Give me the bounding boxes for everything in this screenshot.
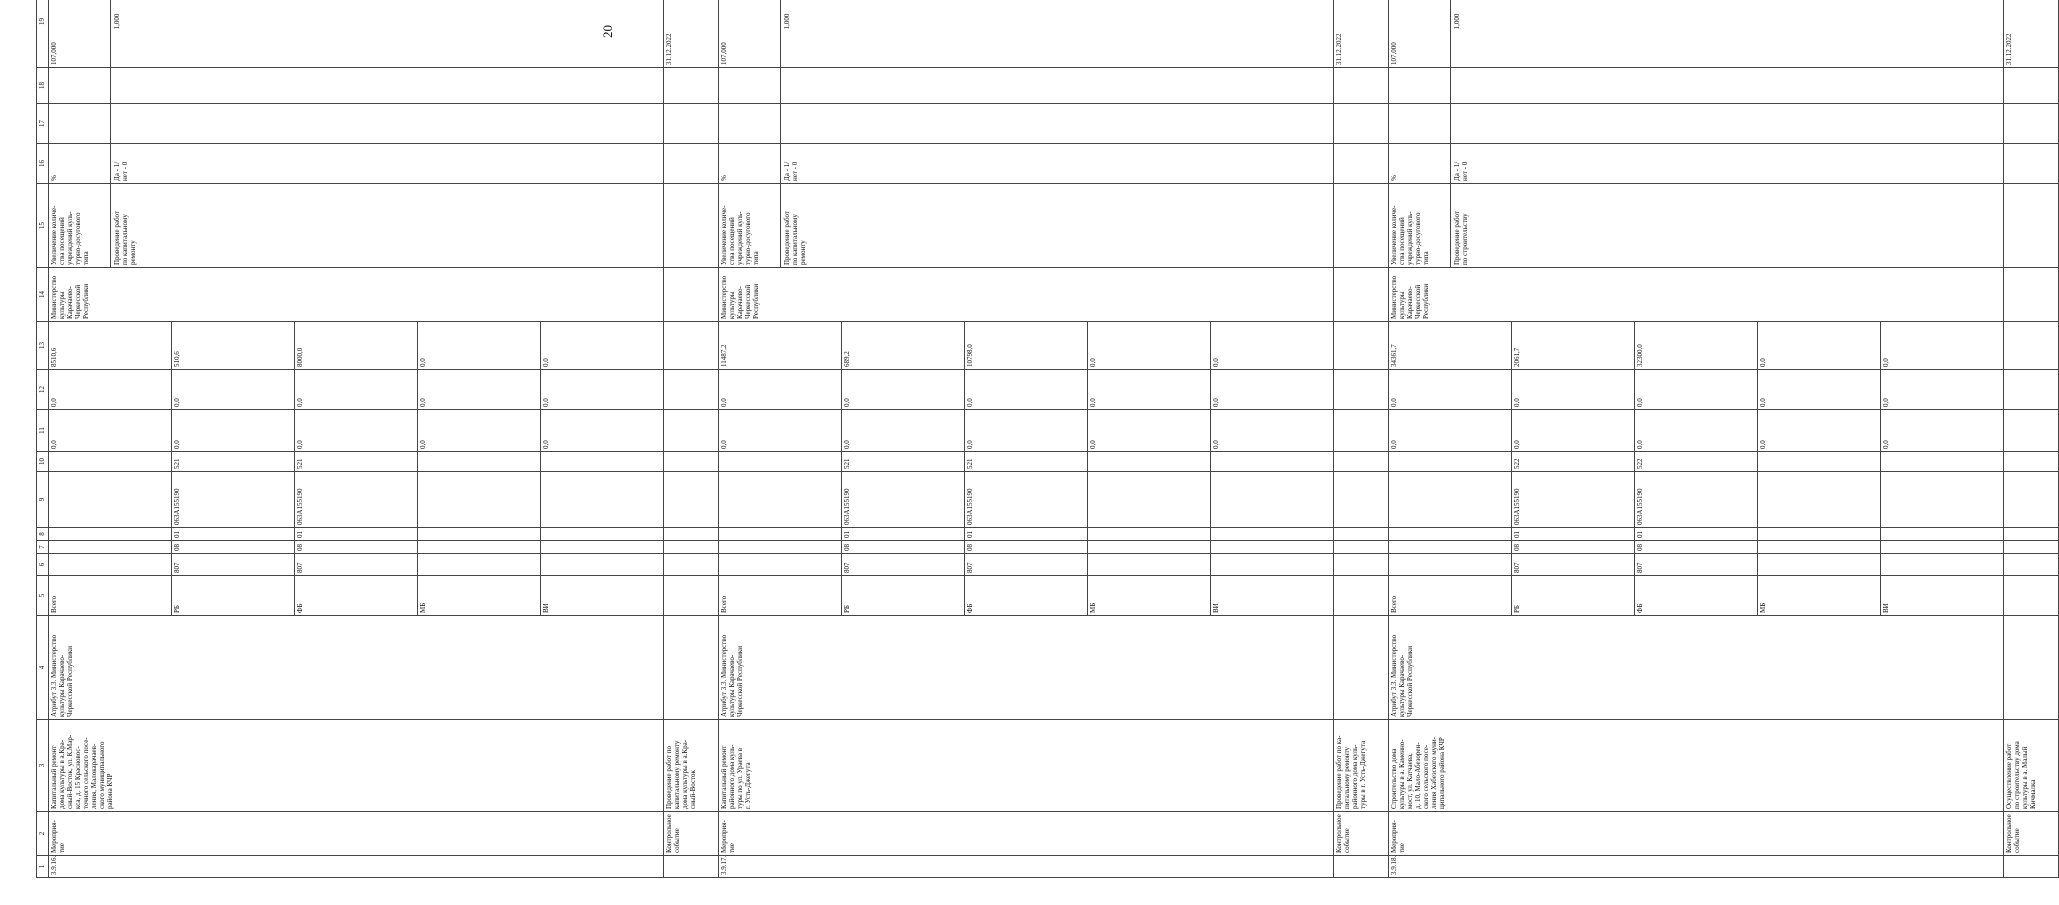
col-8: [719, 528, 1334, 541]
subgrid-cell: 0,0: [1512, 370, 1635, 409]
subgrid-cell: 8000,0: [295, 322, 418, 369]
subgrid-cell: 0,0: [965, 370, 1088, 409]
subgrid-cell: 807: [965, 554, 1088, 575]
subgrid-cell: 063A155190: [172, 472, 295, 527]
col-10: [49, 452, 664, 472]
funding-source: РБ: [172, 576, 295, 615]
header-cell: 4: [37, 616, 49, 720]
control-date: 31.12.2022: [664, 0, 719, 68]
total-cell: 11487,2: [719, 322, 842, 369]
col-19: [719, 0, 1334, 68]
indicator-2-value: Да - 1/ нет - 0: [113, 161, 129, 181]
subgrid-cell: 01: [1512, 528, 1635, 540]
col-11: [1389, 410, 2004, 452]
col-10: [719, 452, 1334, 472]
funding-source: ВИ: [542, 603, 550, 613]
measure-name: Капитальный ремонт дома культуры в а.Кра- сный-Восток, ул. К.Мар- кса, д. 15 Красновос- точного сельского посе- ления, Малокарачаев- ского муниципального района КЧР: [49, 720, 664, 812]
col-18: [1389, 68, 2004, 104]
subgrid-cell: [541, 452, 664, 471]
subgrid-cell: 0,0: [1635, 410, 1758, 451]
indicator-1: Увеличение количе- ства посещений учреждений куль- турно-досугового типа: [720, 184, 781, 267]
subgrid-cell: [1211, 541, 1334, 553]
subgrid-cell: 0,0: [1882, 398, 1890, 407]
col-10: [1389, 452, 2004, 472]
indicator-2: Проведение работ по строительству: [1453, 211, 1469, 265]
indicator-1: Увеличение количе- ства посещений учреждений куль- турно-досугового типа: [1390, 184, 1451, 267]
funding-sources: [1389, 576, 2004, 616]
col-17: [719, 104, 1334, 144]
subgrid-cell: 2061,7: [1512, 322, 1635, 369]
subgrid-cell: 01: [1635, 528, 1758, 540]
col-9: [1389, 472, 2004, 528]
subgrid-cell: 0,0: [1758, 410, 1881, 451]
indicators: [49, 184, 664, 268]
control-event-row: [664, 0, 719, 878]
subgrid-cell: [1758, 528, 1881, 540]
subgrid-cell: 08: [1512, 541, 1635, 553]
measure-type: Мероприя- тие: [1389, 812, 2004, 856]
col-11: [719, 410, 1334, 452]
col-6: [49, 554, 664, 576]
subgrid-cell: 0,0: [965, 410, 1088, 451]
subgrid-cell: 08: [1635, 541, 1758, 553]
subgrid-cell: [418, 528, 541, 540]
funding-sources: [49, 576, 664, 616]
subgrid-cell: 510,6: [172, 322, 295, 369]
subgrid-cell: [1881, 472, 2004, 527]
total-cell: 0,0: [719, 370, 842, 409]
total-cell: 0,0: [1389, 410, 1512, 451]
header-cell: 5: [37, 576, 49, 616]
measure-executor: Атрибут 3.3. Министерство культуры Карачаево- Черкесской Республики: [719, 616, 1334, 720]
subgrid-cell: 08: [965, 541, 1088, 553]
subgrid-cell: [1211, 528, 1334, 540]
header-cell: 18: [37, 68, 49, 104]
col-11: [49, 410, 664, 452]
col-8: [49, 528, 664, 541]
subgrid-cell: 0,0: [1212, 358, 1220, 367]
measure-name: Строительство дома культуры в а. Каменно- мост, ул. Катчаева, д. 10, Мало-Абезорен- ского сельского посе- ления Хабезского муни- ципального района КЧР: [1389, 720, 2004, 812]
measure-executor: Атрибут 3.3. Министерство культуры Карачаево- Черкесской Республики: [1389, 616, 2004, 720]
control-type: Контрольное событие: [664, 812, 719, 856]
header-cell: 3: [37, 720, 49, 812]
subgrid-cell: [1758, 554, 1881, 575]
header-cell: 10: [37, 452, 49, 472]
subgrid-cell: [1881, 541, 2004, 553]
header-cell: 7: [37, 541, 49, 554]
subgrid-cell: 01: [842, 528, 965, 540]
control-text: Осуществление работ по строительству дома культуры в а. Малый Кичмалка: [2004, 720, 2059, 812]
measure-row: [49, 0, 664, 878]
col-9: [719, 472, 1334, 528]
funding-total-label: Всего: [1389, 576, 1512, 615]
total-cell: 0,0: [1389, 370, 1512, 409]
ministry: Министерство культуры Карачаево- Черкесской Республики: [49, 268, 664, 322]
subgrid-cell: 521: [295, 452, 418, 471]
col-8: [1389, 528, 2004, 541]
subgrid-cell: 0,0: [295, 410, 418, 451]
total-cell: 0,0: [49, 370, 172, 409]
control-type: Контрольное событие: [2004, 812, 2059, 856]
subgrid-cell: 0,0: [1212, 398, 1220, 407]
funding-source: МБ: [1758, 576, 1881, 615]
col-6: [719, 554, 1334, 576]
subgrid-cell: 807: [295, 554, 418, 575]
subgrid-cell: 08: [172, 541, 295, 553]
col-19: [49, 0, 664, 68]
measure-type: Мероприя- тие: [719, 812, 1334, 856]
subgrid-cell: 0,0: [1758, 322, 1881, 369]
subgrid-cell: [541, 541, 664, 553]
subgrid-cell: 063A155190: [965, 472, 1088, 527]
subgrid-cell: 01: [172, 528, 295, 540]
control-event-row: [2004, 0, 2059, 878]
indicator-1-unit: %: [1390, 144, 1451, 183]
subgrid-cell: 522: [1635, 452, 1758, 471]
subgrid-cell: 0,0: [1512, 410, 1635, 451]
subgrid-cell: 689,2: [842, 322, 965, 369]
funding-source: ВИ: [1212, 603, 1220, 613]
header-cell: 11: [37, 410, 49, 452]
subgrid-cell: [1088, 472, 1211, 527]
subgrid-cell: 807: [172, 554, 295, 575]
subgrid-cell: [418, 541, 541, 553]
funding-source: ФБ: [1635, 576, 1758, 615]
subgrid-cell: 063A155190: [1512, 472, 1635, 527]
rotated-table-wrapper: [36, 13, 2037, 878]
subgrid-cell: [541, 472, 664, 527]
subgrid-cell: 0,0: [842, 370, 965, 409]
subgrid-cell: [418, 472, 541, 527]
indicator-2: Проведение работ по капитальному ремонту: [113, 211, 137, 265]
funding-source: РБ: [1512, 576, 1635, 615]
col-12: [719, 370, 1334, 410]
indicator-units: [49, 144, 664, 184]
subgrid-cell: 0,0: [1088, 410, 1211, 451]
subgrid-cell: 063A155190: [295, 472, 418, 527]
indicator-2-value: Да - 1/ нет - 0: [1453, 161, 1469, 181]
col-7: [49, 541, 664, 554]
subgrid-cell: 807: [1512, 554, 1635, 575]
header-cell: 14: [37, 268, 49, 322]
col-13: [719, 322, 1334, 370]
subgrid-cell: 08: [295, 541, 418, 553]
subgrid-cell: [1758, 472, 1881, 527]
subgrid-cell: 807: [842, 554, 965, 575]
col-6: [1389, 554, 2004, 576]
subgrid-cell: [1881, 452, 2004, 471]
subgrid-cell: 0,0: [542, 358, 550, 367]
measure-executor: Атрибут 3.3. Министерство культуры Карачаево- Черкесской Республики: [49, 616, 664, 720]
subgrid-cell: 0,0: [1882, 440, 1890, 449]
subgrid-cell: 0,0: [1088, 322, 1211, 369]
subgrid-cell: [1881, 528, 2004, 540]
subgrid-cell: 0,0: [542, 440, 550, 449]
header-cell: 17: [37, 104, 49, 144]
measure-number: 3.9.16.: [49, 856, 664, 878]
header-cell: 13: [37, 322, 49, 370]
target-value-2: 1,000: [783, 13, 791, 30]
subgrid-cell: [1758, 541, 1881, 553]
col-19: [1389, 0, 2004, 68]
subgrid-cell: 0,0: [542, 398, 550, 407]
subgrid-cell: 0,0: [172, 410, 295, 451]
header-cell: 9: [37, 472, 49, 528]
indicator-1: Увеличение количе- ства посещений учреждений куль- турно-досугового типа: [50, 184, 111, 267]
subgrid-cell: 0,0: [1212, 440, 1220, 449]
subgrid-cell: 0,0: [1882, 358, 1890, 367]
target-value-1: 107,000: [1390, 0, 1451, 67]
subgrid-cell: 807: [1635, 554, 1758, 575]
subgrid-cell: 01: [295, 528, 418, 540]
funding-source: РБ: [842, 576, 965, 615]
funding-source: ФБ: [295, 576, 418, 615]
subgrid-cell: [1881, 554, 2004, 575]
subgrid-cell: [1088, 452, 1211, 471]
col-12: [1389, 370, 2004, 410]
indicator-units: [719, 144, 1334, 184]
subgrid-cell: [541, 554, 664, 575]
indicator-2: Проведение работ по капитальному ремонту: [783, 211, 807, 265]
funding-sources: [719, 576, 1334, 616]
indicators: [1389, 184, 2004, 268]
target-value-1: 107,000: [50, 0, 111, 67]
subgrid-cell: 0,0: [418, 370, 541, 409]
subgrid-cell: 08: [842, 541, 965, 553]
header-cell: 15: [37, 184, 49, 268]
indicator-units: [1389, 144, 2004, 184]
subgrid-cell: 0,0: [172, 370, 295, 409]
total-cell: 34361,7: [1389, 322, 1512, 369]
subgrid-cell: [418, 452, 541, 471]
header-cell: 1: [37, 856, 49, 878]
subgrid-cell: [1088, 541, 1211, 553]
funding-total-label: Всего: [49, 576, 172, 615]
subgrid-cell: 0,0: [842, 410, 965, 451]
header-cell: 16: [37, 144, 49, 184]
control-date: 31.12.2022: [1334, 0, 1389, 68]
subgrid-cell: 522: [1512, 452, 1635, 471]
measure-number: 3.9.18.: [1389, 856, 2004, 878]
control-type: Контрольное событие: [1334, 812, 1389, 856]
header-cell: 2: [37, 812, 49, 856]
col-7: [719, 541, 1334, 554]
col-17: [1389, 104, 2004, 144]
col-9: [49, 472, 664, 528]
target-value-2: 1,000: [1453, 13, 1461, 30]
ministry: Министерство культуры Карачаево- Черкесской Республики: [719, 268, 1334, 322]
funding-source: ФБ: [965, 576, 1088, 615]
control-date: 31.12.2022: [2004, 0, 2059, 68]
subgrid-cell: [1088, 528, 1211, 540]
subgrid-cell: 0,0: [1758, 370, 1881, 409]
indicators: [719, 184, 1334, 268]
funding-source: МБ: [1088, 576, 1211, 615]
total-cell: 0,0: [719, 410, 842, 451]
program-table: [36, 0, 2059, 878]
subgrid-cell: 521: [965, 452, 1088, 471]
col-18: [719, 68, 1334, 104]
measure-row: [1389, 0, 2004, 878]
indicator-1-unit: %: [50, 144, 111, 183]
subgrid-cell: 0,0: [295, 370, 418, 409]
indicator-1-unit: %: [720, 144, 781, 183]
control-text: Проведение работ по капитальному ремонту дома культуры в а.Кра- сный-Восток: [664, 720, 719, 812]
funding-source: ВИ: [1882, 603, 1890, 613]
subgrid-cell: 0,0: [1635, 370, 1758, 409]
funding-source: МБ: [418, 576, 541, 615]
page-number: 20: [600, 25, 615, 38]
control-event-row: [1334, 0, 1389, 878]
subgrid-cell: [541, 528, 664, 540]
col-7: [1389, 541, 2004, 554]
control-text: Проведение работ по ка- питальному ремонту районного дома куль- туры в г. Усть-Джегута: [1334, 720, 1389, 812]
target-value-1: 107,000: [720, 0, 781, 67]
total-cell: 0,0: [49, 410, 172, 451]
subgrid-cell: [1211, 472, 1334, 527]
subgrid-cell: 521: [842, 452, 965, 471]
ministry: Министерство культуры Карачаево- Черкесской Республики: [1389, 268, 2004, 322]
col-17: [49, 104, 664, 144]
measure-number: 3.9.17.: [719, 856, 1334, 878]
subgrid-cell: [1211, 554, 1334, 575]
measure-name: Капитальный ремонт районного дома куль- туры по ул. Ураева в г. Усть-Джегута: [719, 720, 1334, 812]
measure-row: [719, 0, 1334, 878]
header-cell: 12: [37, 370, 49, 410]
header-row: [37, 0, 49, 878]
subgrid-cell: 0,0: [1088, 370, 1211, 409]
subgrid-cell: 521: [172, 452, 295, 471]
subgrid-cell: [1088, 554, 1211, 575]
col-18: [49, 68, 664, 104]
subgrid-cell: 32300,0: [1635, 322, 1758, 369]
subgrid-cell: 0,0: [418, 410, 541, 451]
subgrid-cell: 01: [965, 528, 1088, 540]
col-12: [49, 370, 664, 410]
funding-total-label: Всего: [719, 576, 842, 615]
col-13: [1389, 322, 2004, 370]
target-value-2: 1,000: [113, 13, 121, 30]
subgrid-cell: [418, 554, 541, 575]
col-13: [49, 322, 664, 370]
header-cell: 8: [37, 528, 49, 541]
total-cell: 8510,6: [49, 322, 172, 369]
header-cell: 19: [37, 0, 49, 68]
subgrid-cell: [1211, 452, 1334, 471]
indicator-2-value: Да - 1/ нет - 0: [783, 161, 799, 181]
measure-type: Мероприя- тие: [49, 812, 664, 856]
subgrid-cell: [1758, 452, 1881, 471]
subgrid-cell: 0,0: [418, 322, 541, 369]
subgrid-cell: 063A155190: [842, 472, 965, 527]
subgrid-cell: 10798,0: [965, 322, 1088, 369]
header-cell: 6: [37, 554, 49, 576]
subgrid-cell: 063A155190: [1635, 472, 1758, 527]
